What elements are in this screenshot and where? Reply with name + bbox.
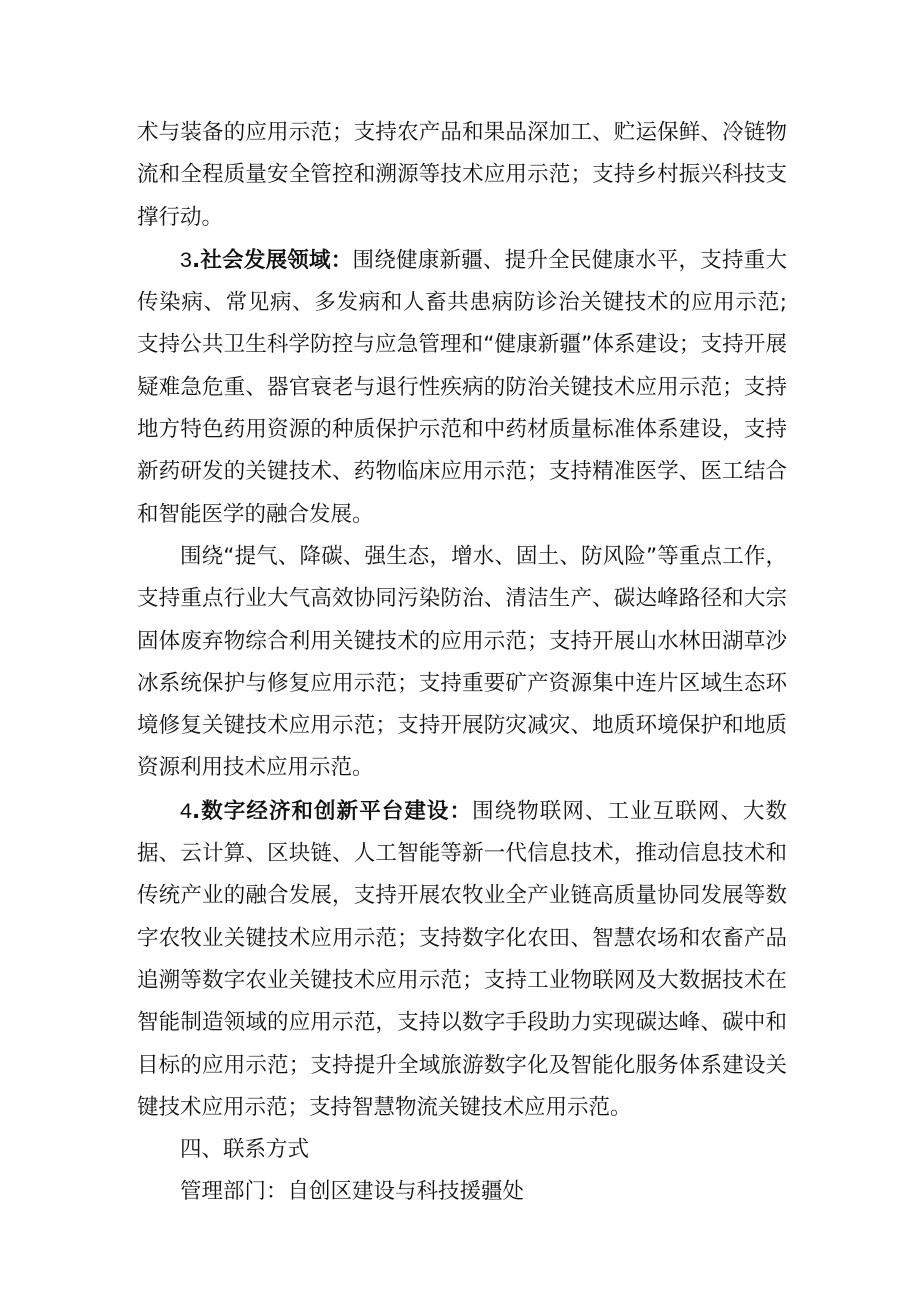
section-heading-contact: 四、联系方式 (180, 1137, 310, 1163)
paragraph-social-development (137, 239, 787, 536)
section-number: 4 (180, 798, 192, 823)
section-title: .数字经济和创新平台建设： (191, 798, 473, 824)
section-number: 3 (180, 247, 192, 272)
paragraph-digital-economy (137, 790, 787, 1129)
document-page (137, 112, 787, 1214)
section-title: .社会发展领域： (191, 247, 353, 273)
section-heading-social-development (180, 248, 353, 273)
section-body: 围绕健康新疆、提升全民健康水平，支持重大传染病、常见病、多发病和人畜共患病防诊治关键技术的应用示范;支持公共卫生科学防控与应急管理和“健康新疆”体系建设；支持开展疑难急危重、器官衰老与退行性疾病的防治关键技术应用示范；支持地方特色药用资源的种质保护示范和中药材质量标准体系建设，支持新药研发的关键技术、药物临床应用示范；支持精准医学、医工结合和智能医学的融合发展。 (137, 247, 787, 527)
section-heading-digital-economy (180, 799, 472, 824)
paragraph-ecology: 围绕“提气、降碳、强生态，增水、固土、防风险”等重点工作，支持重点行业大气高效协同污染防治、清洁生产、碳达峰路径和大宗固体废弃物综合利用关键技术的应用示范；支持开展山水林田湖草沙冰系统保护与修复应用示范；支持重要矿产资源集中连片区域生态环境修复关键技术应用示范；支持开展防灾减灾、地质环境保护和地质资源利用技术应用示范。 (137, 543, 787, 781)
section-body: 围绕物联网、工业互联网、大数据、云计算、区块链、人工智能等新一代信息技术，推动信息技术和传统产业的融合发展，支持开展农牧业全产业链高质量协同发展等数字农牧业关键技术应用示范；支持数字化农田、智慧农场和农畜产品追溯等数字农业关键技术应用示范；支持工业物联网及大数据技术在智能制造领域的应用示范，支持以数字手段助力实现碳达峰、碳中和目标的应用示范；支持提升全域旅游数字化及智能化服务体系建设关键技术应用示范；支持智慧物流关键技术应用示范。 (137, 798, 787, 1120)
paragraph-management-department: 管理部门：自创区建设与科技援疆处 (180, 1179, 525, 1205)
paragraph-agriculture-continued: 术与装备的应用示范；支持农产品和果品深加工、贮运保鲜、冷链物流和全程质量安全管控和溯源等技术应用示范；支持乡村振兴科技支撑行动。 (137, 120, 787, 230)
